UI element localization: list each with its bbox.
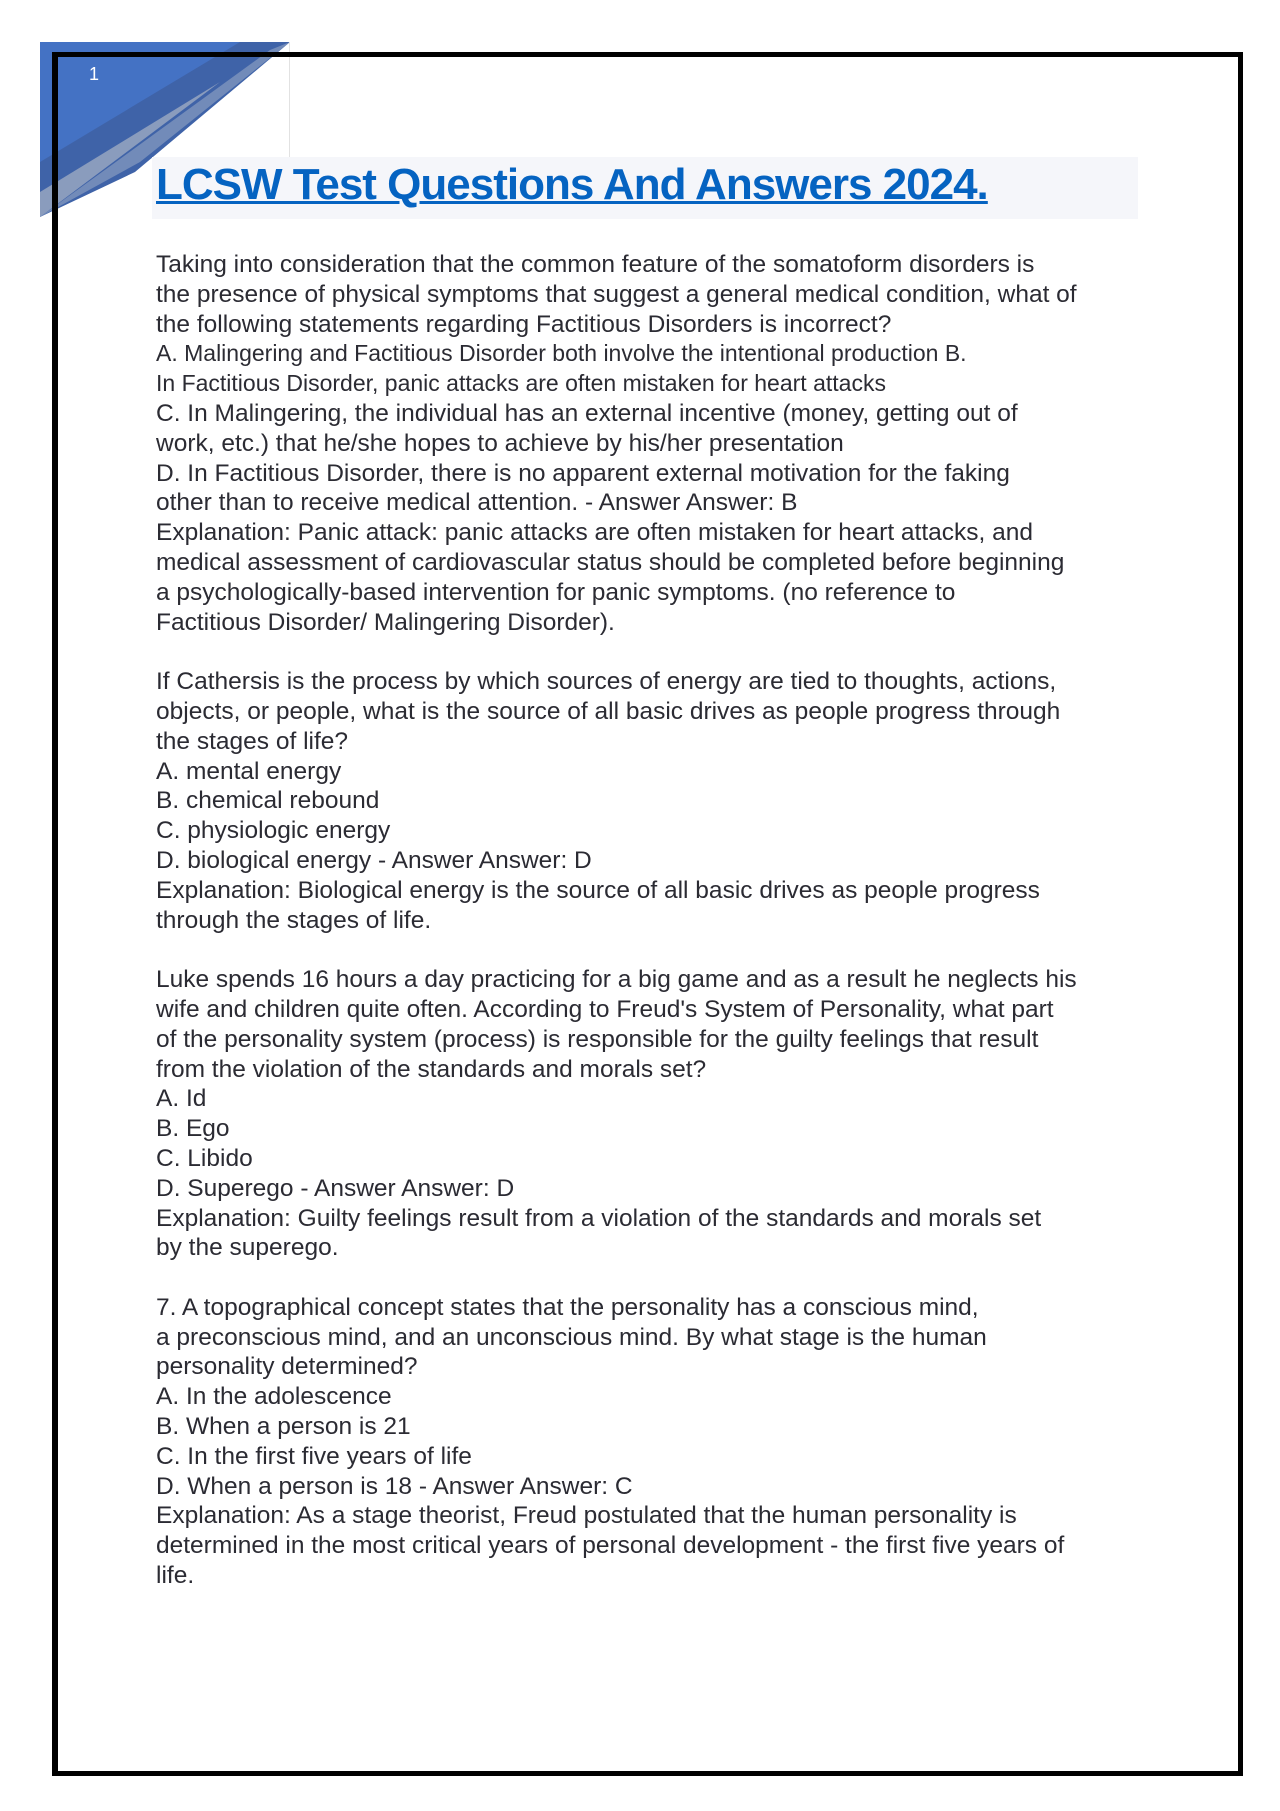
document-body (156, 250, 1077, 1591)
text-line: If Cathersis is the process by which sources of energy are tied to thoughts, actions, (156, 668, 1057, 696)
text-line: Explanation: Biological energy is the source of all basic drives as people progress (156, 876, 1040, 904)
text-line: the stages of life? (156, 727, 349, 755)
text-line: Taking into consideration that the common feature of the somatoform disorders is (156, 251, 1035, 278)
text-line: Factitious Disorder/ Malingering Disorder). (156, 608, 615, 636)
text-line: B. Ego (156, 1115, 230, 1143)
text-line: Explanation: Panic attack: panic attacks are often mistaken for heart attacks, and (156, 519, 1034, 547)
text-line: through the stages of life. (156, 906, 432, 934)
text-line: D. When a person is 18 - Answer Answer: C (156, 1472, 633, 1500)
text-line: Explanation: Guilty feelings result from a violation of the standards and morals set (156, 1204, 1042, 1232)
text-line: other than to receive medical attention. - Answer Answer: B (156, 489, 798, 517)
text-line: life. (156, 1562, 195, 1590)
text-line: a preconscious mind, and an unconscious mind. By what stage is the human (156, 1323, 987, 1351)
text-line: C. Libido (156, 1144, 253, 1172)
text-line: wife and children quite often. According to Freud's System of Personality, what part (156, 995, 1054, 1023)
text-line: Explanation: As a stage theorist, Freud postulated that the human personality is (156, 1502, 1017, 1530)
text-line: In Factitious Disorder, panic attacks are often mistaken for heart attacks (156, 370, 886, 397)
document-title: LCSW Test Questions And Answers 2024. (156, 160, 988, 209)
text-line: D. biological energy - Answer Answer: D (156, 846, 592, 874)
text-line: D. In Factitious Disorder, there is no apparent external motivation for the faking (156, 459, 1010, 487)
text-line: from the violation of the standards and morals set? (156, 1055, 707, 1083)
text-line: personality determined? (156, 1353, 418, 1381)
text-line: objects, or people, what is the source of all basic drives as people progress through (156, 697, 1061, 725)
text-line: A. mental energy (156, 757, 342, 785)
text-line: 7. A topographical concept states that the personality has a conscious mind, (156, 1293, 979, 1321)
text-line: C. physiologic energy (156, 817, 391, 845)
text-line: C. In the first five years of life (156, 1442, 472, 1470)
text-line: work, etc.) that he/she hopes to achieve by his/her presentation (156, 429, 844, 457)
text-line: C. In Malingering, the individual has an external incentive (money, getting out of (156, 399, 1018, 427)
text-line: A. In the adolescence (156, 1383, 392, 1411)
text-line: B. When a person is 21 (156, 1413, 411, 1441)
text-line: D. Superego - Answer Answer: D (156, 1174, 515, 1202)
text-line: Luke spends 16 hours a day practicing for a big game and as a result he neglects his (156, 966, 1077, 994)
text-line: of the personality system (process) is responsible for the guilty feelings that result (156, 1025, 1039, 1053)
text-line: the following statements regarding Factitious Disorders is incorrect? (156, 310, 892, 338)
text-line: A. Malingering and Factitious Disorder both involve the intentional production B. (156, 340, 967, 367)
text-line: the presence of physical symptoms that suggest a general medical condition, what of (156, 280, 1077, 308)
text-line: determined in the most critical years of personal development - the first five years of (156, 1532, 1065, 1560)
text-line: A. Id (156, 1085, 207, 1113)
blank-line (156, 637, 1077, 667)
blank-line (156, 935, 1077, 965)
page-number: 1 (89, 64, 100, 84)
text-line: medical assessment of cardiovascular status should be completed before beginning (156, 548, 1065, 576)
text-line: by the superego. (156, 1234, 339, 1262)
text-line: B. chemical rebound (156, 787, 380, 815)
text-line: a psychologically-based intervention for panic symptoms. (no reference to (156, 578, 956, 606)
blank-line (156, 1263, 1077, 1293)
